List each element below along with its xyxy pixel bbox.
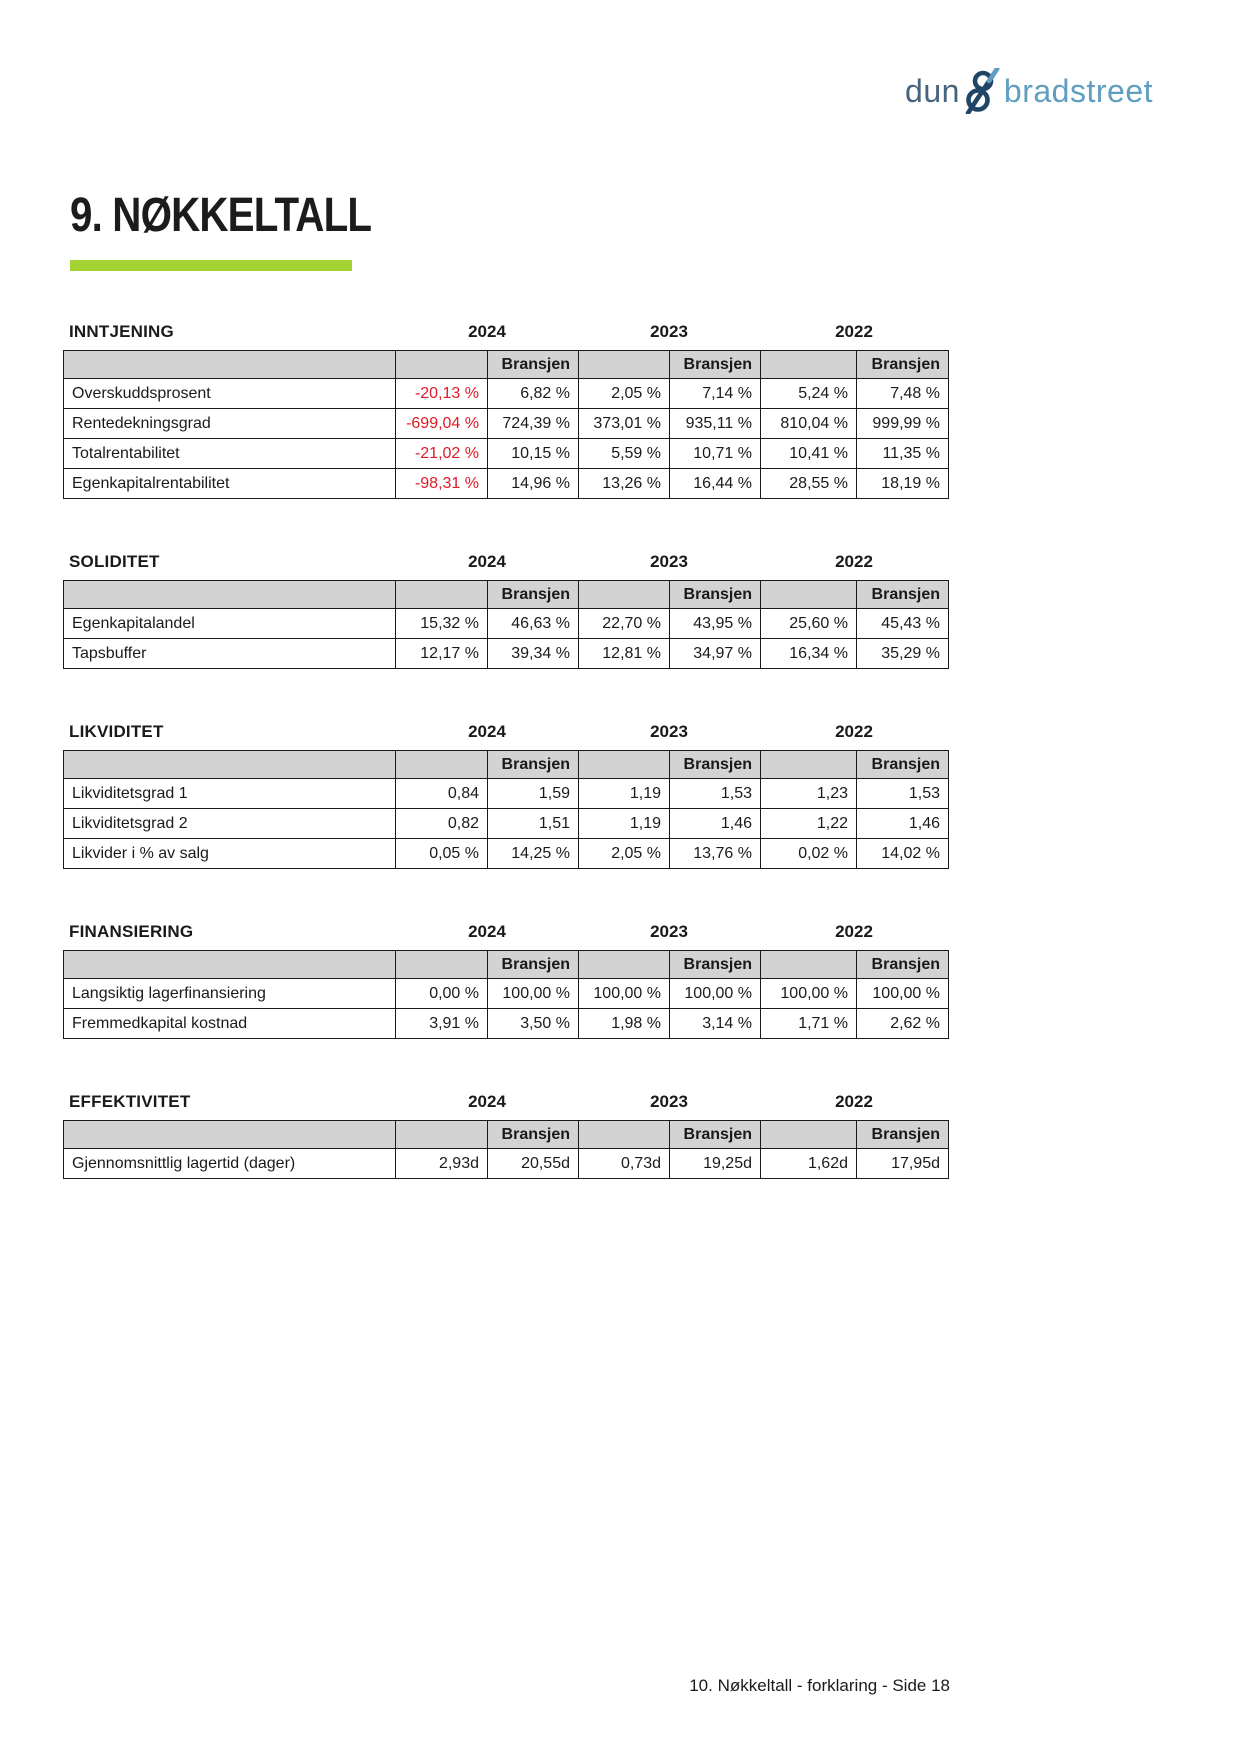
year-label: 2022	[835, 322, 873, 341]
bransjen-header: Bransjen	[488, 1121, 579, 1149]
value-cell: 1,19	[579, 809, 670, 839]
value-cell: 2,05 %	[579, 839, 670, 869]
section-likviditet	[63, 722, 950, 869]
empty-header-cell	[64, 351, 396, 379]
table-header-row	[64, 581, 949, 609]
section-title: FINANSIERING	[69, 922, 194, 941]
table-row	[64, 779, 949, 809]
page-title: 9. NØKKELTALL	[70, 189, 372, 242]
value-cell: 2,62 %	[857, 1009, 949, 1039]
value-cell: 1,19	[579, 779, 670, 809]
value-cell: 5,59 %	[579, 439, 670, 469]
year-label: 2023	[650, 722, 688, 741]
bransjen-header: Bransjen	[670, 581, 761, 609]
year-label: 2023	[650, 322, 688, 341]
value-cell: 46,63 %	[488, 609, 579, 639]
dun-bradstreet-logo	[905, 68, 1153, 114]
value-cell: 0,73d	[579, 1149, 670, 1179]
value-cell: 7,48 %	[857, 379, 949, 409]
value-cell: 100,00 %	[857, 979, 949, 1009]
row-label: Gjennomsnittlig lagertid (dager)	[64, 1149, 396, 1179]
row-label: Totalrentabilitet	[64, 439, 396, 469]
section-soliditet	[63, 552, 950, 669]
value-cell: 1,51	[488, 809, 579, 839]
value-cell: 43,95 %	[670, 609, 761, 639]
year-label: 2024	[468, 322, 506, 341]
table-row	[64, 979, 949, 1009]
value-cell: 1,71 %	[761, 1009, 857, 1039]
value-cell: 2,05 %	[579, 379, 670, 409]
value-cell: 100,00 %	[670, 979, 761, 1009]
value-cell: 1,53	[670, 779, 761, 809]
value-cell: 0,00 %	[396, 979, 488, 1009]
year-label: 2023	[650, 552, 688, 571]
empty-header-cell	[579, 951, 670, 979]
kpi-table	[63, 1120, 949, 1179]
bransjen-header: Bransjen	[857, 751, 949, 779]
value-cell: 39,34 %	[488, 639, 579, 669]
value-cell: 2,93d	[396, 1149, 488, 1179]
title-accent-bar	[70, 260, 352, 271]
bransjen-header: Bransjen	[488, 581, 579, 609]
tables-area	[63, 322, 950, 1232]
value-cell: 1,98 %	[579, 1009, 670, 1039]
page-footer: 10. Nøkkeltall - forklaring - Side 18	[689, 1676, 950, 1695]
value-cell: 14,02 %	[857, 839, 949, 869]
value-cell: 14,96 %	[488, 469, 579, 499]
value-cell: 34,97 %	[670, 639, 761, 669]
year-label: 2023	[650, 1092, 688, 1111]
value-cell: 22,70 %	[579, 609, 670, 639]
value-cell: 1,22	[761, 809, 857, 839]
bransjen-header: Bransjen	[857, 351, 949, 379]
empty-header-cell	[396, 751, 488, 779]
kpi-table	[63, 350, 949, 499]
row-label: Likviditetsgrad 1	[64, 779, 396, 809]
value-cell: 1,46	[857, 809, 949, 839]
value-cell: 3,50 %	[488, 1009, 579, 1039]
row-label: Rentedekningsgrad	[64, 409, 396, 439]
value-cell: 19,25d	[670, 1149, 761, 1179]
year-label: 2024	[468, 1092, 506, 1111]
dnb-ampersand-icon	[962, 68, 1002, 114]
row-label: Likvider i % av salg	[64, 839, 396, 869]
bransjen-header: Bransjen	[670, 1121, 761, 1149]
empty-header-cell	[761, 351, 857, 379]
section-title: EFFEKTIVITET	[69, 1092, 191, 1111]
value-cell: -21,02 %	[396, 439, 488, 469]
section-header	[63, 722, 950, 741]
value-cell: 935,11 %	[670, 409, 761, 439]
value-cell: 1,23	[761, 779, 857, 809]
year-label: 2022	[835, 922, 873, 941]
value-cell: 5,24 %	[761, 379, 857, 409]
value-cell: 100,00 %	[761, 979, 857, 1009]
empty-header-cell	[64, 581, 396, 609]
year-label: 2022	[835, 1092, 873, 1111]
value-cell: 0,05 %	[396, 839, 488, 869]
value-cell: 999,99 %	[857, 409, 949, 439]
value-cell: 11,35 %	[857, 439, 949, 469]
value-cell: 6,82 %	[488, 379, 579, 409]
kpi-table	[63, 950, 949, 1039]
year-label: 2022	[835, 552, 873, 571]
bransjen-header: Bransjen	[488, 751, 579, 779]
section-header	[63, 922, 950, 941]
empty-header-cell	[396, 1121, 488, 1149]
value-cell: 810,04 %	[761, 409, 857, 439]
table-row	[64, 809, 949, 839]
empty-header-cell	[761, 1121, 857, 1149]
empty-header-cell	[396, 351, 488, 379]
empty-header-cell	[579, 1121, 670, 1149]
empty-header-cell	[396, 951, 488, 979]
value-cell: 25,60 %	[761, 609, 857, 639]
section-header	[63, 552, 950, 571]
row-label: Egenkapitalandel	[64, 609, 396, 639]
value-cell: 12,81 %	[579, 639, 670, 669]
bransjen-header: Bransjen	[857, 951, 949, 979]
year-label: 2024	[468, 552, 506, 571]
row-label: Overskuddsprosent	[64, 379, 396, 409]
bransjen-header: Bransjen	[488, 351, 579, 379]
table-row	[64, 839, 949, 869]
row-label: Egenkapitalrentabilitet	[64, 469, 396, 499]
value-cell: 13,26 %	[579, 469, 670, 499]
bransjen-header: Bransjen	[857, 1121, 949, 1149]
value-cell: 1,46	[670, 809, 761, 839]
value-cell: 7,14 %	[670, 379, 761, 409]
row-label: Tapsbuffer	[64, 639, 396, 669]
value-cell: 16,44 %	[670, 469, 761, 499]
value-cell: 0,84	[396, 779, 488, 809]
value-cell: 10,15 %	[488, 439, 579, 469]
table-header-row	[64, 1121, 949, 1149]
year-label: 2022	[835, 722, 873, 741]
kpi-table	[63, 750, 949, 869]
bransjen-header: Bransjen	[670, 951, 761, 979]
empty-header-cell	[761, 751, 857, 779]
empty-header-cell	[761, 581, 857, 609]
value-cell: 724,39 %	[488, 409, 579, 439]
value-cell: 15,32 %	[396, 609, 488, 639]
value-cell: -699,04 %	[396, 409, 488, 439]
table-row	[64, 609, 949, 639]
bransjen-header: Bransjen	[670, 351, 761, 379]
table-row	[64, 469, 949, 499]
value-cell: 17,95d	[857, 1149, 949, 1179]
table-header-row	[64, 751, 949, 779]
section-title: INNTJENING	[69, 322, 174, 341]
table-row	[64, 439, 949, 469]
year-label: 2023	[650, 922, 688, 941]
table-row	[64, 639, 949, 669]
logo-dun-text: dun	[905, 73, 960, 109]
row-label: Likviditetsgrad 2	[64, 809, 396, 839]
value-cell: 12,17 %	[396, 639, 488, 669]
row-label: Fremmedkapital kostnad	[64, 1009, 396, 1039]
empty-header-cell	[579, 351, 670, 379]
section-title: SOLIDITET	[69, 552, 160, 571]
value-cell: 1,53	[857, 779, 949, 809]
table-header-row	[64, 951, 949, 979]
kpi-table	[63, 580, 949, 669]
value-cell: 373,01 %	[579, 409, 670, 439]
empty-header-cell	[396, 581, 488, 609]
year-label: 2024	[468, 722, 506, 741]
value-cell: 13,76 %	[670, 839, 761, 869]
table-row	[64, 1009, 949, 1039]
section-effektivitet	[63, 1092, 950, 1179]
value-cell: 10,71 %	[670, 439, 761, 469]
value-cell: 20,55d	[488, 1149, 579, 1179]
value-cell: -20,13 %	[396, 379, 488, 409]
empty-header-cell	[761, 951, 857, 979]
logo-bradstreet-text: bradstreet	[1003, 73, 1153, 109]
value-cell: 3,91 %	[396, 1009, 488, 1039]
year-label: 2024	[468, 922, 506, 941]
value-cell: 45,43 %	[857, 609, 949, 639]
section-header	[63, 1092, 950, 1111]
section-title: LIKVIDITET	[69, 722, 164, 741]
value-cell: 28,55 %	[761, 469, 857, 499]
value-cell: 35,29 %	[857, 639, 949, 669]
section-finansiering	[63, 922, 950, 1039]
value-cell: 18,19 %	[857, 469, 949, 499]
value-cell: 100,00 %	[579, 979, 670, 1009]
table-row	[64, 409, 949, 439]
value-cell: 1,62d	[761, 1149, 857, 1179]
bransjen-header: Bransjen	[670, 751, 761, 779]
empty-header-cell	[64, 951, 396, 979]
table-row	[64, 379, 949, 409]
table-header-row	[64, 351, 949, 379]
value-cell: 0,02 %	[761, 839, 857, 869]
value-cell: 14,25 %	[488, 839, 579, 869]
empty-header-cell	[579, 751, 670, 779]
table-row	[64, 1149, 949, 1179]
section-inntjening	[63, 322, 950, 499]
bransjen-header: Bransjen	[488, 951, 579, 979]
value-cell: 3,14 %	[670, 1009, 761, 1039]
value-cell: 1,59	[488, 779, 579, 809]
empty-header-cell	[64, 1121, 396, 1149]
row-label: Langsiktig lagerfinansiering	[64, 979, 396, 1009]
empty-header-cell	[579, 581, 670, 609]
value-cell: 16,34 %	[761, 639, 857, 669]
empty-header-cell	[64, 751, 396, 779]
section-header	[63, 322, 950, 341]
value-cell: 100,00 %	[488, 979, 579, 1009]
value-cell: 10,41 %	[761, 439, 857, 469]
value-cell: -98,31 %	[396, 469, 488, 499]
bransjen-header: Bransjen	[857, 581, 949, 609]
value-cell: 0,82	[396, 809, 488, 839]
